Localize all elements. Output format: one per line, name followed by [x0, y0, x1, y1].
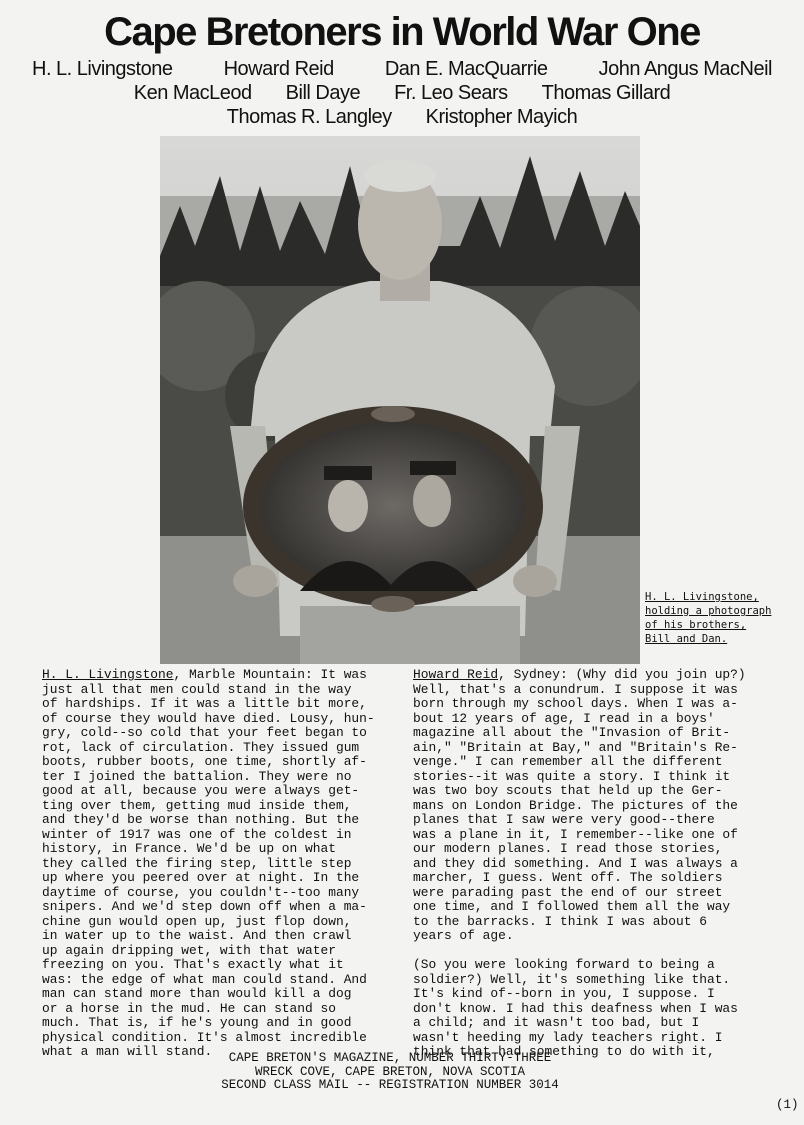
column-first-line — [42, 668, 392, 683]
text-line: marcher, I guess. Went off. The soldiers — [413, 870, 723, 885]
column-body — [42, 683, 392, 1060]
speaker-name: Howard Reid — [413, 667, 499, 682]
text-line: freezing on you. That's exactly what it — [42, 957, 344, 972]
text-line: was two boy scouts that held up the Ger- — [413, 783, 723, 798]
text-line: rot, lack of circulation. They issued gum — [42, 739, 360, 755]
text-line: winter of 1917 was one of the coldest in — [42, 826, 352, 842]
text-line: chine gun would open up, just flop down, — [42, 913, 352, 929]
caption-line: holding a photograph — [645, 605, 772, 617]
caption-line: Bill and Dan. — [645, 633, 728, 645]
text-line: in water up to the waist. And then crawl — [42, 928, 352, 943]
text-line: they called the firing step, little step — [42, 855, 352, 871]
column-first-line — [413, 668, 763, 683]
text-line: were parading past the end of our street — [413, 884, 723, 900]
text-line: what a man will stand. — [42, 1044, 213, 1059]
name-entry: Bill Daye — [285, 82, 361, 104]
text-line: physical condition. It's almost incredible — [42, 1029, 367, 1045]
caption-line: of his brothers, — [645, 619, 747, 631]
column-body — [413, 683, 763, 944]
name-entry: Thomas Gillard — [541, 82, 671, 104]
text-line: to the barracks. I think I was about 6 — [413, 913, 707, 929]
livingstone-photo — [160, 136, 640, 664]
names-row-2 — [20, 82, 784, 105]
speaker-intro: , Sydney: (Why did you join up?) — [498, 667, 746, 682]
text-line: of course they would have died. Lousy, hun- — [42, 710, 375, 726]
text-line: mans on London Bridge. The pictures of the — [413, 797, 738, 813]
name-entry: Thomas R. Langley — [226, 106, 392, 128]
reid-column — [413, 668, 763, 1060]
names-row-1 — [20, 58, 784, 81]
text-line: man can stand more than would kill a dog — [42, 986, 352, 1001]
page-number: (1) — [776, 1098, 799, 1112]
text-line: history, in France. We'd be up on what — [42, 841, 336, 856]
text-line: our modern planes. I read those stories, — [413, 841, 723, 856]
speaker-name: H. L. Livingstone — [42, 667, 174, 682]
name-entry: Ken MacLeod — [133, 82, 252, 104]
text-line: good at all, because you were always get- — [42, 783, 360, 798]
text-line: was: the edge of what man could stand. And — [42, 971, 367, 987]
page-title: Cape Bretoners in World War One — [104, 10, 700, 54]
text-line: one time, and I followed them all the way — [413, 899, 731, 914]
text-line: venge." I can remember all the different — [413, 754, 723, 769]
name-entry: Fr. Leo Sears — [394, 82, 508, 104]
text-line: up where you peered over at night. In the — [42, 870, 360, 885]
masthead-footer — [0, 1052, 780, 1093]
text-line: much. That is, if he's young and in good — [42, 1015, 352, 1030]
text-line: bout 12 years of age, I read in a boys' — [413, 710, 715, 726]
text-line: boots, rubber boots, one time, shortly af- — [42, 754, 367, 769]
text-line: a child; and it wasn't too bad, but I — [413, 1015, 700, 1030]
text-line: or a horse in the mud. He can stand so — [42, 1000, 336, 1016]
footer-line: CAPE BRETON'S MAGAZINE, NUMBER THIRTY-THREE — [228, 1051, 552, 1065]
text-line: was a plane in it, I remember--like one of — [413, 826, 738, 842]
text-line: wasn't heeding my lady teachers right. I — [413, 1029, 723, 1045]
column-body — [413, 958, 763, 1060]
text-line: soldier?) Well, it's something like that. — [413, 971, 731, 987]
name-entry: H. L. Livingstone — [32, 58, 173, 80]
text-line: daytime of course, you couldn't--too many — [42, 884, 360, 900]
text-line: ting over them, getting mud inside them, — [42, 797, 352, 813]
text-line: of hardships. If it was a little bit more, — [42, 696, 367, 711]
text-line: snipers. And we'd step down off when a ma- — [42, 899, 367, 914]
livingstone-column — [42, 668, 392, 1060]
text-line: stories--it was quite a story. I think it — [413, 768, 731, 784]
text-line: born through my school days. When I was a- — [413, 696, 738, 711]
text-line: and they did something. And I was always a — [413, 855, 738, 871]
name-entry: Dan E. MacQuarrie — [384, 58, 548, 80]
text-line: and they'd be worse than nothing. But the — [42, 812, 360, 827]
text-line: gry, cold--so cold that your feet began to — [42, 725, 367, 740]
paragraph-gap — [413, 944, 763, 959]
text-line: magazine all about the "Invasion of Brit- — [413, 725, 731, 740]
text-line: It's kind of--born in you, I suppose. I — [413, 986, 715, 1001]
text-line: ain," "Britain at Bay," and "Britain's Re- — [413, 739, 738, 755]
text-line: ter I joined the battalion. They were no — [42, 768, 352, 784]
name-entry: Howard Reid — [223, 58, 334, 80]
footer-line: WRECK COVE, CAPE BRETON, NOVA SCOTIA — [254, 1064, 526, 1079]
names-row-3 — [20, 106, 784, 129]
text-line: up again dripping wet, with that water — [42, 942, 336, 958]
name-entry: John Angus MacNeil — [598, 58, 772, 80]
speaker-intro: , Marble Mountain: It was — [173, 667, 367, 682]
text-line: years of age. — [413, 928, 514, 943]
text-line: Well, that's a conundrum. I suppose it was — [413, 681, 738, 697]
footer-line: SECOND CLASS MAIL -- REGISTRATION NUMBER 3014 — [221, 1078, 559, 1092]
photo-caption — [645, 590, 795, 646]
text-line: planes that I saw were very good--there — [413, 812, 715, 827]
text-line: just all that men could stand in the way — [42, 681, 352, 697]
text-line: (So you were looking forward to being a — [413, 957, 715, 972]
name-entry: Kristopher Mayich — [425, 106, 578, 128]
caption-line: H. L. Livingstone, — [645, 591, 759, 603]
text-line: don't know. I had this deafness when I was — [413, 1000, 738, 1016]
text-line: think that had something to do with it, — [413, 1044, 715, 1059]
